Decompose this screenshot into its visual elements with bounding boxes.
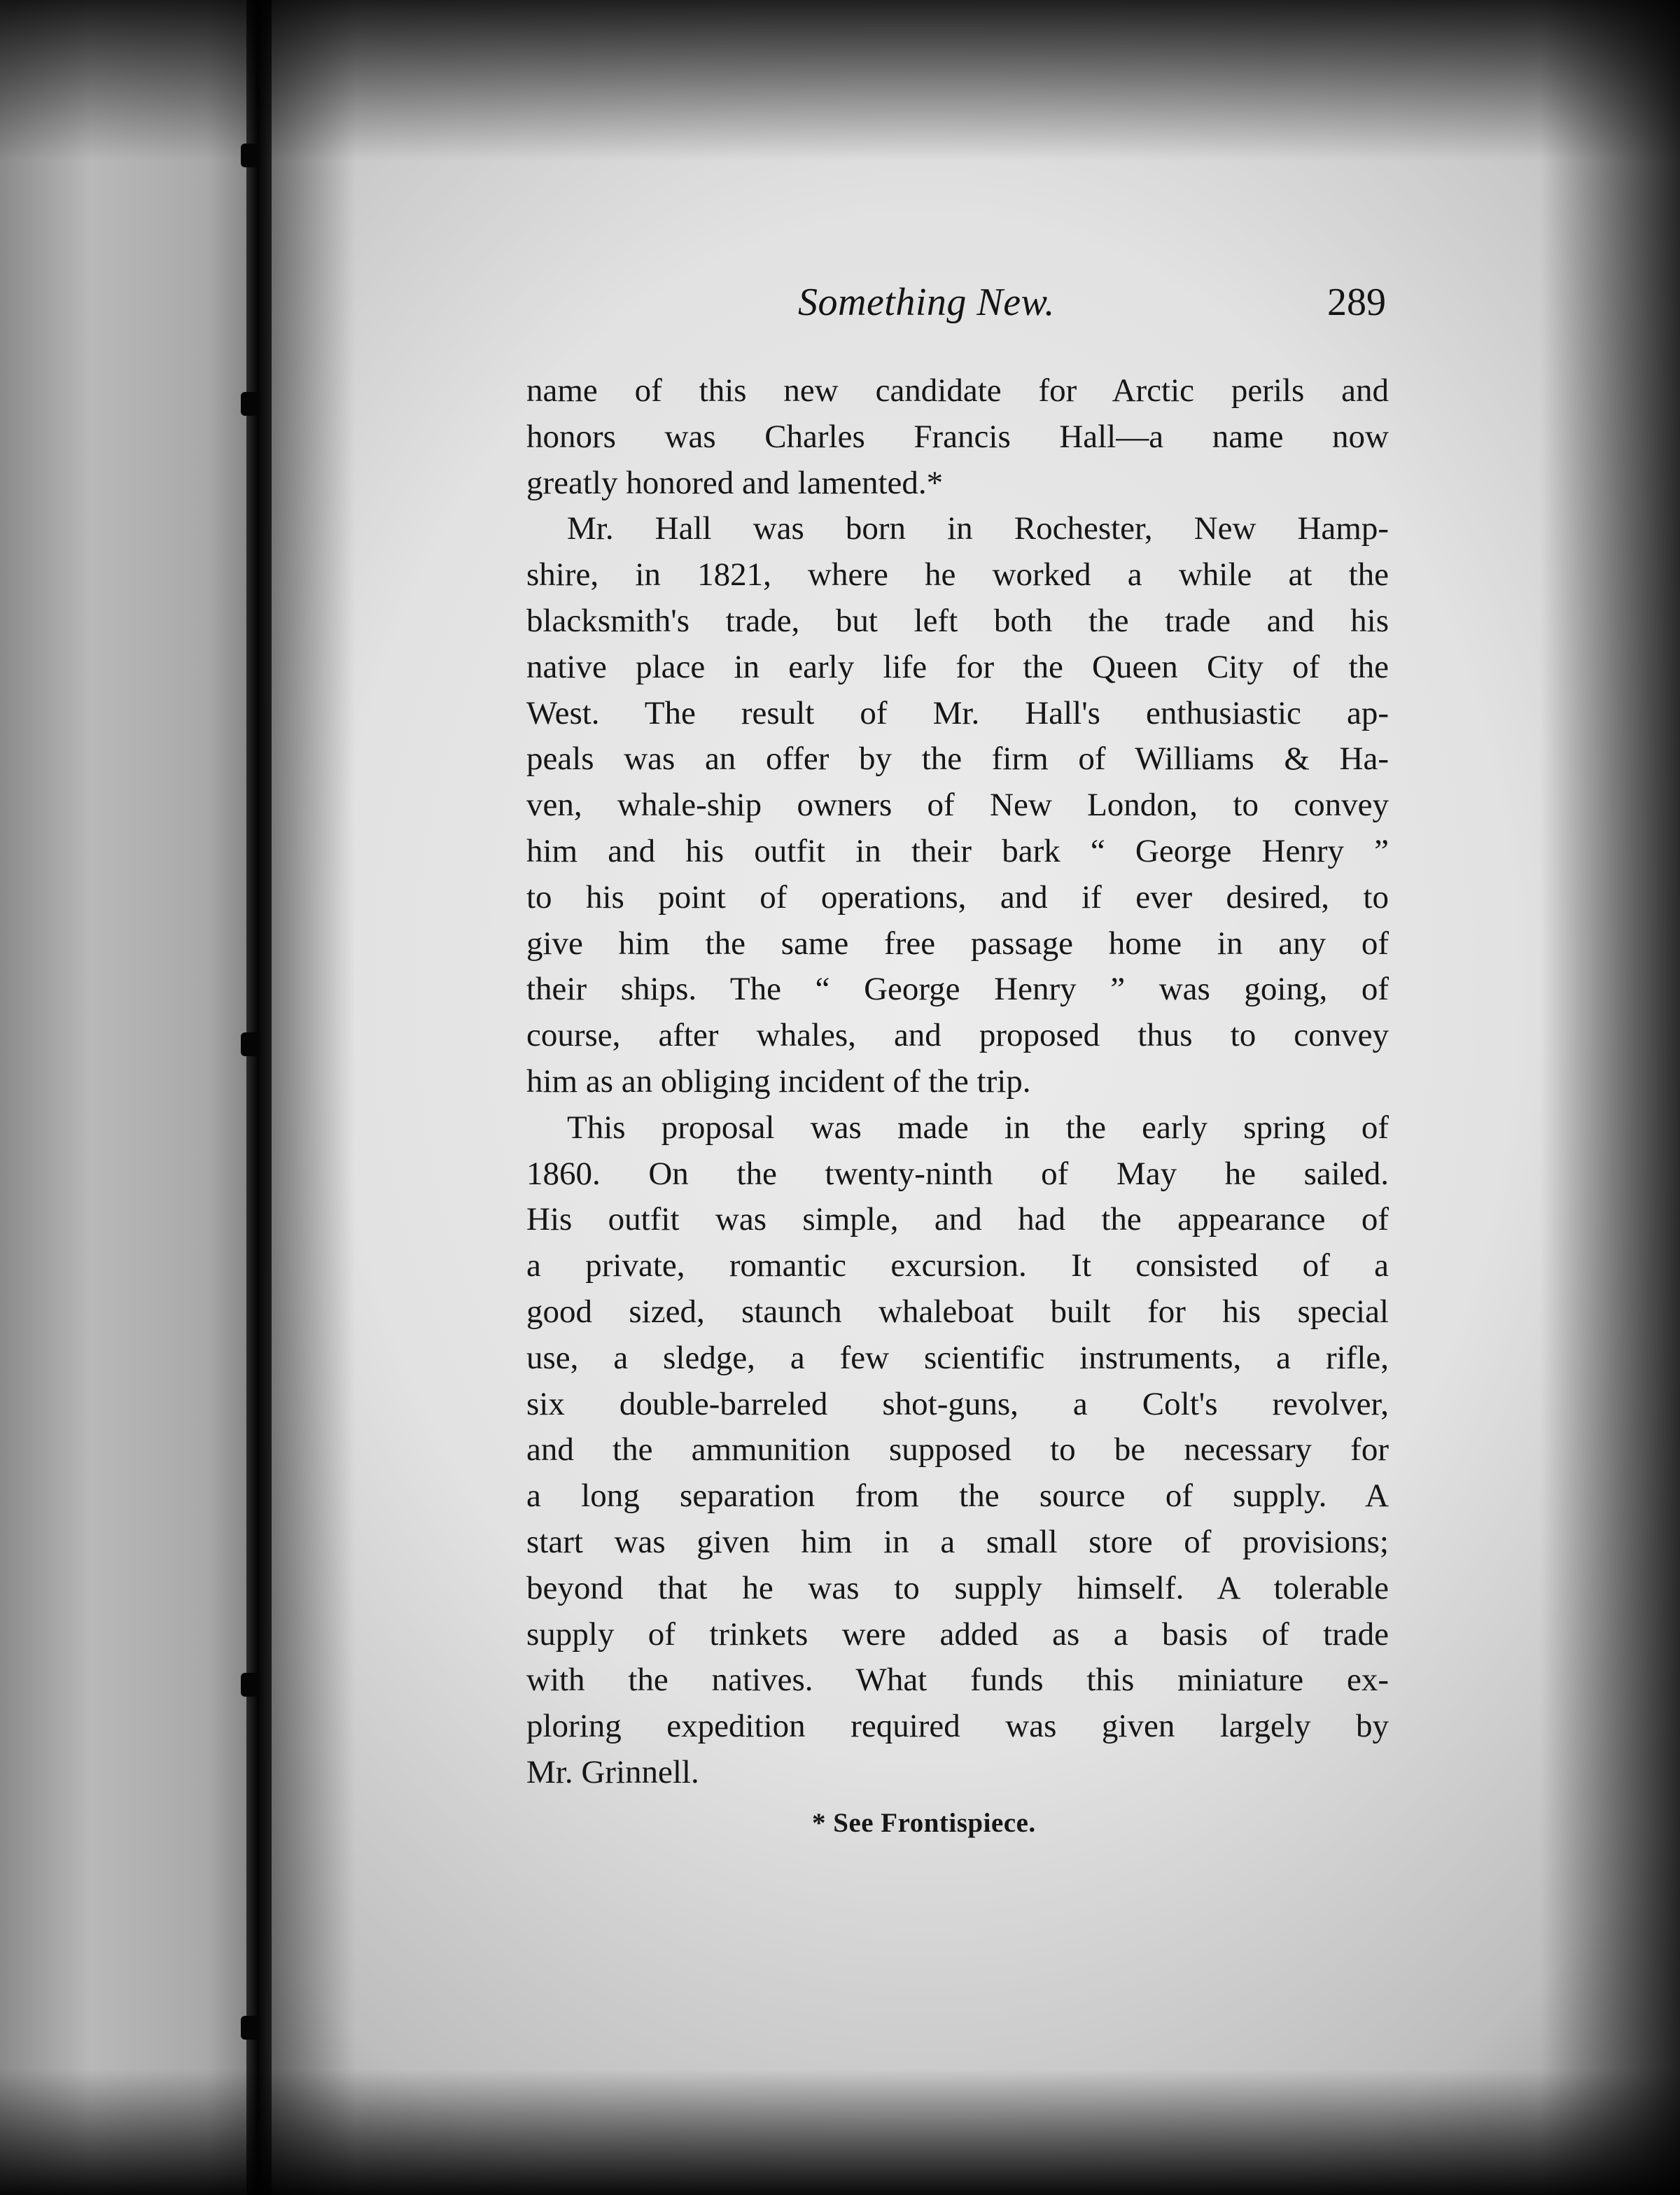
text-line: West. The result of Mr. Hall's enthusiastic ap- (526, 694, 1389, 731)
text-line: and the ammunition supposed to be necessary for (526, 1431, 1389, 1468)
text-line: supply of trinkets were added as a basis of trade (526, 1615, 1389, 1653)
text-line: blacksmith's trade, but left both the trade and his (526, 602, 1389, 639)
text-line: give him the same free passage home in any of (526, 925, 1389, 962)
running-head (798, 280, 1386, 329)
text-line: This proposal was made in the early spring of (567, 1109, 1389, 1146)
paragraph (526, 506, 1389, 1104)
chapter-title: Something New. (798, 281, 1055, 324)
paragraph (526, 368, 1389, 506)
binding-stitch (241, 1032, 259, 1056)
text-line: use, a sledge, a few scientific instruments, a rifle, (526, 1339, 1389, 1376)
text-line: ven, whale-ship owners of New London, to convey (526, 787, 1389, 824)
text-line: beyond that he was to supply himself. A tolerable (526, 1569, 1389, 1606)
text-line: their ships. The “ George Henry ” was going, of (526, 971, 1389, 1008)
binding-stitch (241, 2016, 259, 2040)
text-line: ploring expedition required was given largely by (526, 1708, 1389, 1745)
text-line: native place in early life for the Queen City of the (526, 648, 1389, 685)
text-line: His outfit was simple, and had the appearance of (526, 1201, 1389, 1238)
scan-shadow-top (0, 0, 1680, 161)
text-line: him as an obliging incident of the trip. (526, 1063, 1031, 1100)
text-line: name of this new candidate for Arctic perils and (526, 372, 1389, 409)
book-gutter (246, 0, 272, 2195)
binding-stitch (241, 392, 259, 416)
text-line: to his point of operations, and if ever desired, to (526, 878, 1389, 916)
text-line: course, after whales, and proposed thus to convey (526, 1017, 1389, 1054)
page-number: 289 (1327, 281, 1386, 324)
gutter-shadow (272, 0, 356, 2195)
binding-stitch (241, 1673, 259, 1697)
text-line: shire, in 1821, where he worked a while at the (526, 556, 1389, 594)
text-line: start was given him in a small store of provisions; (526, 1523, 1389, 1560)
text-line: a private, romantic excursion. It consisted of a (526, 1247, 1389, 1284)
body-text (526, 368, 1389, 1796)
text-line: him and his outfit in their bark “ George Henry ” (526, 832, 1389, 869)
text-line: 1860. On the twenty-ninth of May he sailed. (526, 1155, 1389, 1192)
text-line: peals was an offer by the firm of Williams & Ha- (526, 741, 1389, 778)
text-line: six double-barreled shot-guns, a Colt's revolver, (526, 1385, 1389, 1422)
text-line: a long separation from the source of supply. A (526, 1478, 1389, 1515)
text-line: greatly honored and lamented.* (526, 464, 944, 501)
facing-page-edge (0, 0, 259, 2195)
text-line: with the natives. What funds this miniature ex- (526, 1662, 1389, 1699)
scan-shadow-bottom (0, 2069, 1680, 2195)
text-line: good sized, staunch whaleboat built for his special (526, 1293, 1389, 1330)
text-line: Mr. Grinnell. (526, 1753, 699, 1790)
footnote: * See Frontispiece. (812, 1808, 1036, 1838)
text-line: Mr. Hall was born in Rochester, New Hamp- (567, 510, 1389, 547)
scan-shadow-right (1540, 0, 1680, 2195)
paragraph (526, 1105, 1389, 1796)
text-line: honors was Charles Francis Hall—a name now (526, 418, 1389, 455)
